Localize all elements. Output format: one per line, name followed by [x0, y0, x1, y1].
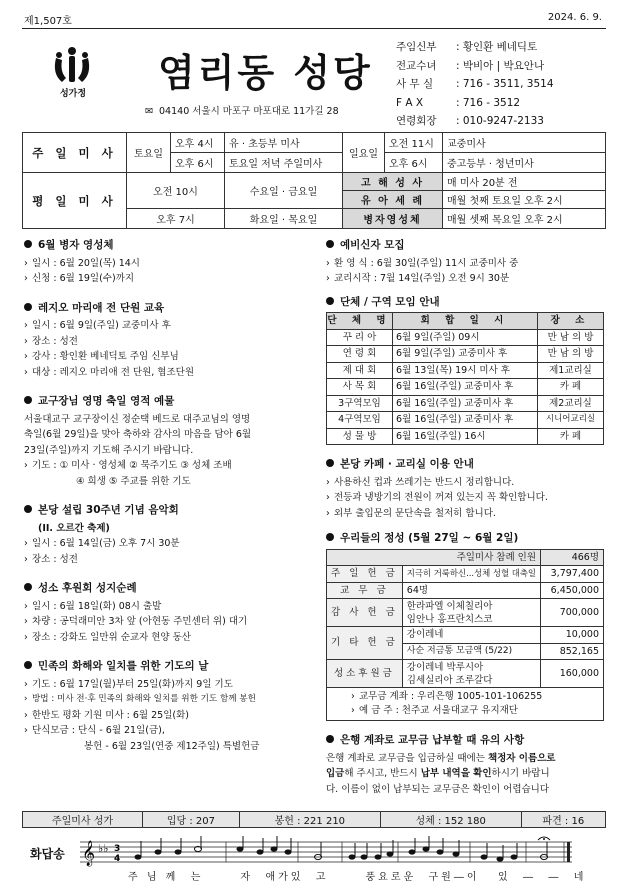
contact-row: [396, 57, 554, 76]
group-meetings-table: [326, 312, 604, 445]
offering-amount: 10,000: [541, 627, 604, 644]
svg-text:4: 4: [114, 854, 121, 864]
table-cell: 6월 16일(주일) 16시: [393, 428, 538, 445]
table-cell: 꾸 리 아: [327, 329, 393, 346]
contact-value: : 황인환 베네딕토: [456, 41, 538, 53]
list-item: › 일시 : 6월 14일(금) 오후 7시 30분: [24, 536, 316, 552]
weekday-days: 수요일 · 금요일: [225, 173, 343, 209]
table-row: [327, 566, 604, 583]
contact-value: : 박비아 | 박요안나: [456, 59, 545, 72]
section-title-text: 민족의 화해와 일치를 위한 기도의 날: [38, 660, 209, 672]
account-line: › 예 금 주 : 천주교 서울대교구 유지재단: [351, 704, 603, 718]
contact-key: 전교수녀: [396, 59, 437, 72]
sacrament-value: 매 미사 20분 전: [443, 173, 606, 191]
section-title-text: 6월 병자 영성체: [38, 239, 114, 251]
offering-desc: 한라파엘 이체칠리아 임안나 홍프란치스코: [402, 599, 540, 627]
table-row: [327, 346, 604, 363]
list-item: › 기도 : 6월 17일(월)부터 25일(화)까지 9일 기도: [24, 677, 316, 693]
offering-label: 주 일 헌 금: [327, 566, 403, 583]
mass-desc: 유 · 초등부 미사: [225, 133, 343, 153]
weekday-days: 화요일 · 목요일: [225, 209, 343, 229]
table-row: [327, 379, 604, 396]
table-cell: 사 목 회: [327, 379, 393, 396]
address-text: 04140 서울시 마포구 마포대로 11가길 28: [159, 106, 339, 117]
table-cell: 6월 16일(주일) 교중미사 후: [393, 395, 538, 412]
sacrament-value: 매월 셋째 목요일 오후 2시: [443, 209, 606, 229]
list-item: › 외부 출입문의 문단속을 철저히 합니다.: [326, 506, 606, 522]
offering-desc: 강이레네 박루시아 김세실리아 조루갈다: [402, 660, 540, 688]
mass-time: 오후 6시: [385, 153, 443, 173]
contact-info: [396, 38, 554, 131]
treble-clef-icon: 𝄞: [82, 841, 96, 866]
bullet-icon: [24, 396, 32, 404]
list-item: › 장소 : 강화도 일만위 순교자 현양 동산: [24, 630, 316, 646]
issue-number: 제1,507호: [24, 16, 72, 27]
bullet-icon: [24, 303, 32, 311]
section-title-text: 교구장님 영명 축일 영적 예물: [38, 395, 175, 407]
body-text: 축일(6월 29일)을 맞아 축하와 감사의 마음을 담아 6월: [24, 429, 252, 440]
bullet-icon: [326, 533, 334, 541]
contact-key: 사 무 실: [396, 78, 434, 90]
contact-value: : 010-9247-2133: [456, 115, 544, 127]
section-title: [24, 301, 316, 317]
table-cell: 성 물 방: [327, 428, 393, 445]
hymn-dismissal: 파견 : 16: [521, 812, 605, 828]
table-cell: 6월 9일(주일) 09시: [393, 329, 538, 346]
contact-row: [396, 94, 554, 113]
table-cell: 6월 16일(주일) 교중미사 후: [393, 412, 538, 429]
weekday-time: 오전 10시: [127, 173, 225, 209]
bullet-icon: [24, 661, 32, 669]
table-cell: 제 대 회: [327, 362, 393, 379]
mass-desc: 토요일 저녁 주일미사: [225, 153, 343, 173]
hymn-entrance: 입당 : 207: [143, 812, 240, 828]
list-item: › 환 영 식 : 6월 30일(주일) 11시 교중미사 중: [326, 256, 606, 272]
address-line: [145, 103, 339, 117]
table-header: 단 체 명: [327, 313, 393, 330]
list-item: › 대상 : 레지오 마리애 전 단원, 협조단원: [24, 365, 316, 381]
mass-time: 오후 4시: [171, 133, 225, 153]
table-cell: 4구역모임: [327, 412, 393, 429]
list-item: › 장소 : 성전: [24, 334, 316, 350]
contact-key: 연령회장: [396, 115, 437, 127]
section-title: [326, 295, 606, 311]
sacrament-label: 병자영성체: [343, 209, 443, 229]
list-item: › 기도 : ① 미사 · 영성체 ② 묵주기도 ③ 성체 조배: [24, 458, 316, 474]
notice-line: 입금해 주시고, 반드시 납부 내역을 확인하시기 바랍니: [326, 768, 550, 779]
hymn-label: 주일미사 성가: [23, 812, 143, 828]
notice-line: 은행 계좌로 교무금을 입금하실 때에는 책정자 이름으로: [326, 752, 556, 764]
list-item: › 일시 : 6월 20일(목) 14시: [24, 256, 316, 272]
issue-date: 2024. 6. 9.: [547, 12, 602, 23]
table-cell: 만 남 의 방: [538, 329, 604, 346]
table-cell: 제2교리실: [538, 395, 604, 412]
list-item: › 장소 : 성전: [24, 552, 316, 568]
section-title-text: 예비신자 모집: [340, 239, 405, 251]
list-item: › 방법 : 미사 전·후 민족의 화해와 일치를 위한 기도 함께 봉헌: [24, 692, 316, 708]
section-title: [24, 581, 316, 597]
bullet-icon: [24, 505, 32, 513]
offering-desc: 강이레네: [402, 627, 540, 644]
section-title-text: 본당 설립 30주년 기념 음악회: [38, 504, 179, 516]
list-item: › 단식모금 : 단식 - 6월 21일(금),: [24, 723, 316, 739]
section-title: [326, 457, 606, 473]
table-row: [327, 329, 604, 346]
table-cell: 제1교리실: [538, 362, 604, 379]
list-item: › 사용하신 컵과 쓰레기는 반드시 정리합니다.: [326, 475, 606, 491]
list-item: › 강사 : 황인환 베네딕토 주임 신부님: [24, 349, 316, 365]
contact-row: [396, 38, 554, 57]
offering-label: 교 무 금: [327, 582, 403, 599]
header-divider: [22, 28, 606, 29]
section-subtitle: (II. 오르간 축제): [38, 522, 110, 534]
attendance-value: 466명: [541, 549, 604, 566]
mass-time: 오전 11시: [385, 133, 443, 153]
sacrament-value: 매월 첫째 토요일 오후 2시: [443, 191, 606, 209]
right-column: [326, 238, 606, 797]
table-header: 회 합 일 시: [393, 313, 538, 330]
table-header: 장 소: [538, 313, 604, 330]
contact-value: : 716 - 3512: [456, 96, 521, 109]
mass-time: 오후 6시: [171, 153, 225, 173]
music-staff: [80, 836, 580, 868]
offering-amount: 700,000: [541, 599, 604, 627]
table-row: [327, 362, 604, 379]
list-item-cont: 봉헌 - 6월 23일(연중 제12주일) 특별헌금: [84, 740, 260, 752]
table-row: [327, 428, 604, 445]
offering-label: 기 타 헌 금: [327, 627, 403, 660]
list-item: › 전등과 냉방기의 전원이 꺼져 있는지 꼭 확인합니다.: [326, 490, 606, 506]
left-column: [24, 238, 316, 754]
mass-desc: 중고등부 · 청년미사: [443, 153, 606, 173]
weekday-time: 오후 7시: [127, 209, 225, 229]
table-cell: 연 령 회: [327, 346, 393, 363]
section-title: [24, 503, 316, 519]
contact-value: : 716 - 3511, 3514: [456, 78, 554, 90]
mass-schedule-table: [22, 132, 606, 229]
sacrament-label: 유 아 세 례: [343, 191, 443, 209]
list-item-cont: ④ 희생 ⑤ 주교를 위한 기도: [76, 475, 191, 487]
contact-key: F A X: [396, 96, 424, 109]
section-title-text: 은행 계좌로 교무금 납부할 때 유의 사항: [340, 734, 525, 746]
hymn-bar: [22, 811, 606, 828]
offering-amount: 160,000: [541, 660, 604, 688]
weekday-mass-label: 평 일 미 사: [23, 173, 127, 229]
list-item: › 신청 : 6월 19일(수)까지: [24, 271, 316, 287]
table-cell: 만 남 의 방: [538, 346, 604, 363]
table-cell: 6월 9일(주일) 교중미사 후: [393, 346, 538, 363]
section-title: [24, 238, 316, 254]
offering-desc: 사순 저금통 모금액 (5/22): [402, 643, 540, 660]
list-item: › 교리시작 : 7월 14일(주일) 오전 9시 30분: [326, 271, 606, 287]
table-cell: 카 페: [538, 428, 604, 445]
table-cell: 카 페: [538, 379, 604, 396]
offering-amount: 852,165: [541, 643, 604, 660]
mail-icon: ✉: [145, 106, 153, 117]
list-item: › 한반도 평화 기원 미사 : 6월 25일(화): [24, 708, 316, 724]
section-title: [24, 394, 316, 410]
body-text: 23일(주일)까지 기도해 주시기 바랍니다.: [24, 444, 194, 456]
church-name: 염리동 성당: [158, 51, 373, 95]
psalm-title: 화답송: [30, 847, 65, 861]
bullet-icon: [326, 297, 334, 305]
saturday-label: 토요일: [127, 133, 171, 173]
table-row: [327, 627, 604, 644]
table-cell: 6월 13일(목) 19시 미사 후: [393, 362, 538, 379]
account-line: › 교무금 계좌 : 우리은행 1005-101-106255: [351, 690, 603, 704]
section-title: [24, 659, 316, 675]
logo-caption: 성가정: [59, 89, 87, 99]
offering-table: [326, 549, 604, 722]
hymn-offertory: 봉헌 : 221 210: [239, 812, 380, 828]
bullet-icon: [326, 735, 334, 743]
body-text: 서울대교구 교구장이신 정순택 베드로 대주교님의 영명: [24, 413, 251, 425]
contact-row: [396, 112, 554, 131]
section-title-text: 본당 카페 · 교리실 이용 안내: [340, 458, 474, 470]
sacrament-label: 고 해 성 사: [343, 173, 443, 191]
table-cell: 6월 16일(주일) 교중미사 후: [393, 379, 538, 396]
section-title: [326, 238, 606, 254]
attendance-label: 주일미사 참례 인원: [327, 549, 541, 566]
contact-key: 주임신부: [396, 41, 437, 53]
offering-label: 성소후원금: [327, 660, 403, 688]
list-item: › 일시 : 6월 9일(주일) 교중미사 후: [24, 318, 316, 334]
list-item: › 차량 : 공덕래미안 3차 앞 (아현동 주민센터 위) 대기: [24, 614, 316, 630]
bullet-icon: [24, 240, 32, 248]
notice-line: 다. 이름이 없이 납부되는 교무금은 확인이 어렵습니다: [326, 783, 550, 795]
table-row: [327, 660, 604, 688]
offering-desc: 64명: [402, 582, 540, 599]
section-title: [326, 531, 606, 547]
bank-notice: [326, 751, 606, 798]
sunday-mass-label: 주 일 미 사: [23, 133, 127, 173]
account-info: [327, 688, 604, 721]
offering-period: (5월 27일 ~ 6월 2일): [408, 532, 519, 544]
list-item: › 일시 : 6월 18일(화) 08시 출발: [24, 599, 316, 615]
section-title-text: 레지오 마리애 전 단원 교육: [38, 301, 165, 314]
table-cell: 시니어교리실: [538, 412, 604, 429]
table-row: [327, 599, 604, 627]
offering-amount: 3,797,400: [541, 566, 604, 583]
table-row: [327, 582, 604, 599]
section-title-text: 단체 / 구역 모임 안내: [340, 295, 440, 308]
bullet-icon: [326, 240, 334, 248]
mass-desc: 교중미사: [443, 133, 606, 153]
sunday-label: 일요일: [343, 133, 385, 173]
offering-amount: 6,450,000: [541, 582, 604, 599]
table-row: [327, 395, 604, 412]
bullet-icon: [326, 459, 334, 467]
svg-text:♭♭: ♭♭: [98, 842, 109, 855]
table-row: [327, 412, 604, 429]
section-title: [326, 733, 606, 749]
offering-label: 감 사 헌 금: [327, 599, 403, 627]
svg-text:3: 3: [114, 844, 121, 854]
contact-row: [396, 75, 554, 94]
table-cell: 3구역모임: [327, 395, 393, 412]
hymn-communion: 성체 : 152 180: [380, 812, 521, 828]
bullet-icon: [24, 583, 32, 591]
offering-desc: 지극히 거룩하신...성체 성혈 대축일: [402, 566, 540, 583]
section-title-text: 성소 후원회 성지순례: [38, 582, 137, 594]
psalm-lyrics: 주 님 께 는 자 애가있 고 풍요로운 구원―이 있 ― ― 네: [128, 872, 587, 883]
section-title-text: 우리들의 정성: [340, 532, 405, 544]
